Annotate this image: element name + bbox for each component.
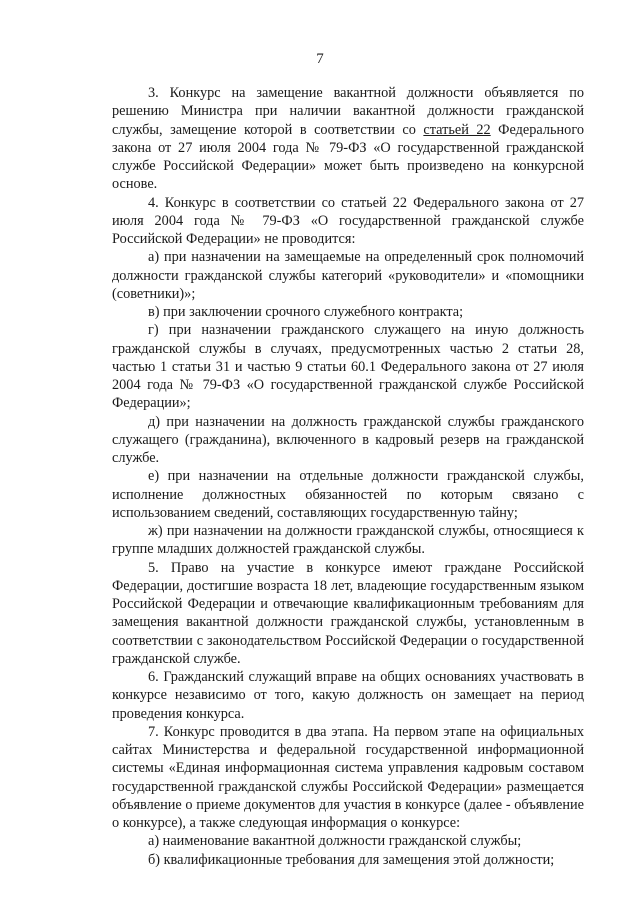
paragraph-4-item-a: а) при назначении на замещаемые на определенный срок полномочий должности гражданской службы категорий «руководители» и «помощники (советники)»; bbox=[112, 249, 584, 302]
article-22-reference: статьей 22 bbox=[423, 121, 491, 138]
paragraph-4-item-e: е) при назначении на отдельные должности гражданской службы, исполнение должностных обязанностей по которым связано с использованием сведений, составляющих государственную тайну; bbox=[112, 468, 584, 521]
paragraph-4-item-d: д) при назначении на должность гражданской службы гражданского служащего (гражданина), включенного в кадровый резерв на гражданской службе. bbox=[112, 413, 584, 466]
document-body bbox=[112, 84, 584, 869]
page-number: 7 bbox=[316, 51, 324, 67]
paragraph-4-item-v: в) при заключении срочного служебного контракта; bbox=[148, 304, 464, 320]
paragraph-3-text-start: 3. Конкурс на замещение вакантной должности объявляется по решению Министра при наличии вакантной должности гражданской службы, замещение которой в соответствии со bbox=[112, 85, 584, 138]
paragraph-5: 5. Право на участие в конкурсе имеют граждане Российской Федерации, достигшие возраста 18 лет, владеющие государственным языком Российской Федерации и отвечающие квалификационным требованиям для замещения вакантной должности гражданской службы, установленным в соответствии с законодательством Российской Федерации о государственной гражданской службе. bbox=[112, 559, 584, 667]
paragraph-6: 6. Гражданский служащий вправе на общих основаниях участвовать в конкурсе независимо от того, какую должность он замещает на период проведения конкурса. bbox=[112, 669, 584, 722]
paragraph-4: 4. Конкурс в соответствии со статьей 22 Федерального закона от 27 июля 2004 года № 79-ФЗ «О государственной гражданской службе Российской Федерации» не проводится: bbox=[112, 194, 584, 247]
paragraph-7-item-b: б) квалификационные требования для замещения этой должности; bbox=[148, 851, 555, 868]
paragraph-4-item-zh: ж) при назначении на должности гражданской службы, относящиеся к группе младших должностей гражданской службы. bbox=[112, 523, 584, 558]
paragraph-7-item-a: а) наименование вакантной должности гражданской службы; bbox=[148, 833, 522, 850]
paragraph-3-text-end: Федерального закона от 27 июля 2004 года № 79-ФЗ «О государственной гражданской службе Российской Федерации» может быть произведено на конкурсной основе. bbox=[112, 121, 584, 193]
paragraph-7: 7. Конкурс проводится в два этапа. На первом этапе на официальных сайтах Министерства и федеральной государственной информационной системы «Единая информационная система управления кадровым составом государственной гражданской службы Российской Федерации» размещается объявление о приеме документов для участия в конкурсе (далее - объявление о конкурсе), а также следующая информация о конкурсе: bbox=[112, 723, 584, 831]
paragraph-3 bbox=[112, 84, 584, 194]
paragraph-4-item-g: г) при назначении гражданского служащего на иную должность гражданской службы в случаях, предусмотренных частью 2 статьи 28, частью 1 статьи 31 и частью 9 статьи 60.1 Федерального закона от 27 июля 2004 года № 79-ФЗ «О государственной гражданской службе Российской Федерации»; bbox=[112, 322, 584, 412]
